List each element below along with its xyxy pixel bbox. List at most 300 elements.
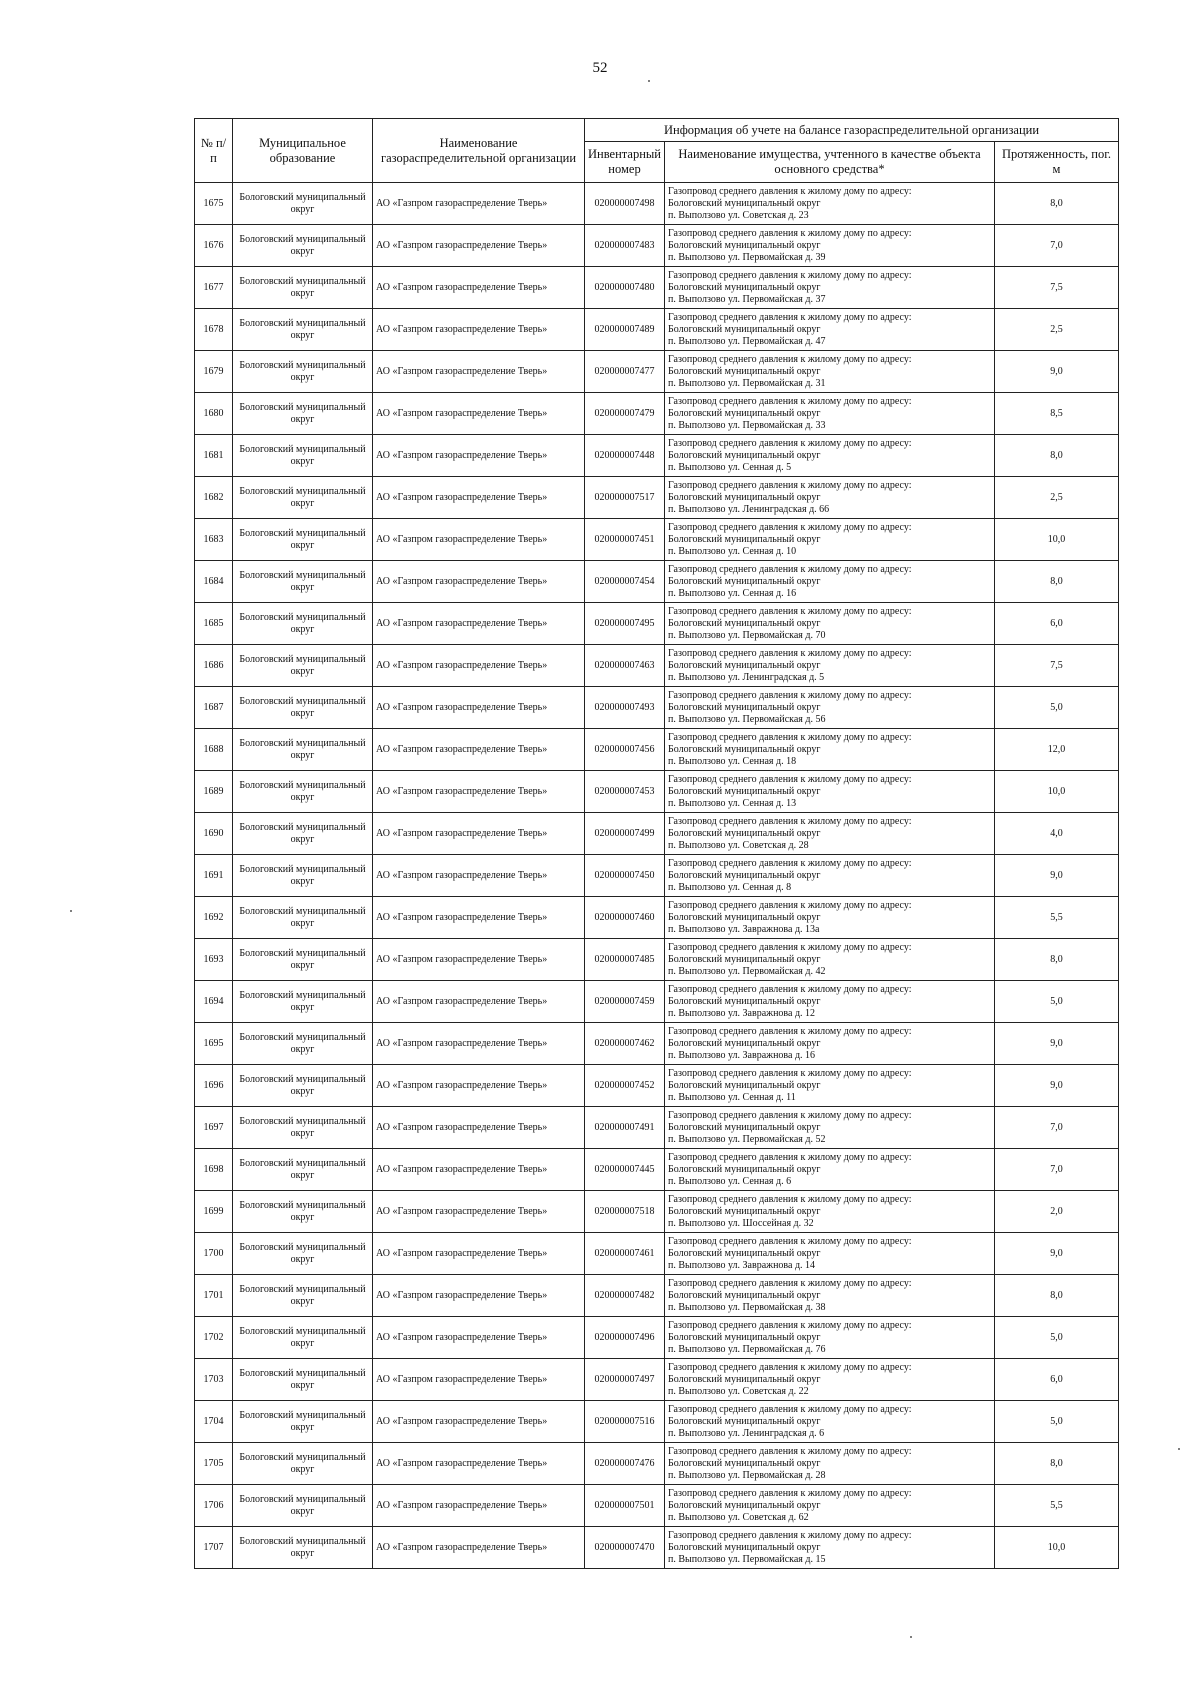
length-cell: 7,5 <box>995 645 1119 687</box>
row-number: 1698 <box>195 1149 233 1191</box>
property-line: Газопровод среднего давления к жилому дому по адресу: <box>668 185 912 197</box>
organization-cell: АО «Газпром газораспределение Тверь» <box>373 1527 585 1569</box>
property-line: Газопровод среднего давления к жилому дому по адресу: <box>668 1445 912 1457</box>
table-row <box>195 519 1119 561</box>
length-cell: 2,5 <box>995 309 1119 351</box>
length-cell: 8,0 <box>995 435 1119 477</box>
property-line: Газопровод среднего давления к жилому дому по адресу: <box>668 269 912 281</box>
inventory-number-cell: 020000007460 <box>585 897 665 939</box>
municipality-cell: Бологовский муниципальный округ <box>233 519 373 561</box>
organization-cell: АО «Газпром газораспределение Тверь» <box>373 771 585 813</box>
length-cell: 7,0 <box>995 225 1119 267</box>
municipality-cell: Бологовский муниципальный округ <box>233 1149 373 1191</box>
length-cell: 8,0 <box>995 183 1119 225</box>
property-line: Газопровод среднего давления к жилому дому по адресу: <box>668 227 912 239</box>
organization-cell: АО «Газпром газораспределение Тверь» <box>373 351 585 393</box>
table-row <box>195 855 1119 897</box>
row-number: 1700 <box>195 1233 233 1275</box>
row-number: 1707 <box>195 1527 233 1569</box>
organization-cell: АО «Газпром газораспределение Тверь» <box>373 687 585 729</box>
inventory-number-cell: 020000007491 <box>585 1107 665 1149</box>
property-municipality: Бологовский муниципальный округ <box>668 1247 821 1259</box>
property-line: Газопровод среднего давления к жилому дому по адресу: <box>668 1193 912 1205</box>
length-cell: 9,0 <box>995 1233 1119 1275</box>
property-municipality: Бологовский муниципальный округ <box>668 1415 821 1427</box>
row-number: 1681 <box>195 435 233 477</box>
property-name-cell <box>665 1527 995 1569</box>
organization-cell: АО «Газпром газораспределение Тверь» <box>373 1191 585 1233</box>
property-municipality: Бологовский муниципальный округ <box>668 1541 821 1553</box>
organization-cell: АО «Газпром газораспределение Тверь» <box>373 981 585 1023</box>
length-cell: 2,5 <box>995 477 1119 519</box>
length-cell: 5,0 <box>995 981 1119 1023</box>
property-address: п. Выползово ул. Завражнова д. 13а <box>668 923 820 935</box>
property-address: п. Выползово ул. Сенная д. 6 <box>668 1175 792 1187</box>
property-municipality: Бологовский муниципальный округ <box>668 239 821 251</box>
property-address: п. Выползово ул. Первомайская д. 47 <box>668 335 826 347</box>
property-line: Газопровод среднего давления к жилому дому по адресу: <box>668 899 912 911</box>
property-municipality: Бологовский муниципальный округ <box>668 995 821 1007</box>
property-line: Газопровод среднего давления к жилому дому по адресу: <box>668 311 912 323</box>
property-line: Газопровод среднего давления к жилому дому по адресу: <box>668 395 912 407</box>
row-number: 1684 <box>195 561 233 603</box>
organization-cell: АО «Газпром газораспределение Тверь» <box>373 1443 585 1485</box>
organization-cell: АО «Газпром газораспределение Тверь» <box>373 309 585 351</box>
length-cell: 5,0 <box>995 687 1119 729</box>
property-name-cell <box>665 897 995 939</box>
table-row <box>195 981 1119 1023</box>
table-row <box>195 897 1119 939</box>
row-number: 1690 <box>195 813 233 855</box>
property-municipality: Бологовский муниципальный округ <box>668 659 821 671</box>
row-number: 1677 <box>195 267 233 309</box>
length-cell: 10,0 <box>995 1527 1119 1569</box>
table-row <box>195 1233 1119 1275</box>
property-name-cell <box>665 939 995 981</box>
property-name-cell <box>665 771 995 813</box>
inventory-number-cell: 020000007461 <box>585 1233 665 1275</box>
property-address: п. Выползово ул. Ленинградская д. 66 <box>668 503 830 515</box>
property-name-cell <box>665 687 995 729</box>
property-name-cell <box>665 729 995 771</box>
table-row <box>195 1191 1119 1233</box>
length-cell: 5,5 <box>995 897 1119 939</box>
length-cell: 6,0 <box>995 1359 1119 1401</box>
municipality-cell: Бологовский муниципальный округ <box>233 225 373 267</box>
property-address: п. Выползово ул. Первомайская д. 42 <box>668 965 826 977</box>
municipality-cell: Бологовский муниципальный округ <box>233 1275 373 1317</box>
row-number: 1693 <box>195 939 233 981</box>
property-name-cell <box>665 1233 995 1275</box>
organization-cell: АО «Газпром газораспределение Тверь» <box>373 939 585 981</box>
property-line: Газопровод среднего давления к жилому дому по адресу: <box>668 983 912 995</box>
row-number: 1687 <box>195 687 233 729</box>
row-number: 1675 <box>195 183 233 225</box>
property-address: п. Выползово ул. Первомайская д. 28 <box>668 1469 826 1481</box>
table-row <box>195 1317 1119 1359</box>
row-number: 1692 <box>195 897 233 939</box>
inventory-number-cell: 020000007479 <box>585 393 665 435</box>
property-municipality: Бологовский муниципальный округ <box>668 323 821 335</box>
table-row <box>195 1443 1119 1485</box>
length-cell: 7,0 <box>995 1149 1119 1191</box>
length-cell: 6,0 <box>995 603 1119 645</box>
organization-cell: АО «Газпром газораспределение Тверь» <box>373 729 585 771</box>
property-address: п. Выползово ул. Шоссейная д. 32 <box>668 1217 814 1229</box>
organization-cell: АО «Газпром газораспределение Тверь» <box>373 1233 585 1275</box>
inventory-number-cell: 020000007499 <box>585 813 665 855</box>
organization-cell: АО «Газпром газораспределение Тверь» <box>373 855 585 897</box>
property-line: Газопровод среднего давления к жилому дому по адресу: <box>668 353 912 365</box>
table-row <box>195 1023 1119 1065</box>
property-address: п. Выползово ул. Первомайская д. 39 <box>668 251 826 263</box>
row-number: 1704 <box>195 1401 233 1443</box>
property-name-cell <box>665 1107 995 1149</box>
length-cell: 9,0 <box>995 1065 1119 1107</box>
row-number: 1701 <box>195 1275 233 1317</box>
municipality-cell: Бологовский муниципальный округ <box>233 351 373 393</box>
table-row <box>195 1065 1119 1107</box>
property-name-cell <box>665 267 995 309</box>
property-address: п. Выползово ул. Ленинградская д. 6 <box>668 1427 825 1439</box>
registry-table <box>194 118 1119 1569</box>
property-address: п. Выползово ул. Первомайская д. 37 <box>668 293 826 305</box>
property-municipality: Бологовский муниципальный округ <box>668 911 821 923</box>
table-body <box>195 183 1119 1569</box>
scan-speck <box>648 80 650 82</box>
property-name-cell <box>665 1275 995 1317</box>
length-cell: 8,0 <box>995 939 1119 981</box>
municipality-cell: Бологовский муниципальный округ <box>233 393 373 435</box>
property-name-cell <box>665 183 995 225</box>
municipality-cell: Бологовский муниципальный округ <box>233 603 373 645</box>
property-name-cell <box>665 519 995 561</box>
municipality-cell: Бологовский муниципальный округ <box>233 855 373 897</box>
scan-speck <box>910 1636 912 1638</box>
table-row <box>195 183 1119 225</box>
property-municipality: Бологовский муниципальный округ <box>668 1289 821 1301</box>
organization-cell: АО «Газпром газораспределение Тверь» <box>373 645 585 687</box>
property-name-cell <box>665 603 995 645</box>
municipality-cell: Бологовский муниципальный округ <box>233 939 373 981</box>
property-name-cell <box>665 855 995 897</box>
row-number: 1688 <box>195 729 233 771</box>
header-balance-info: Информация об учете на балансе газораспределительной организации <box>585 119 1119 142</box>
property-name-cell <box>665 309 995 351</box>
row-number: 1699 <box>195 1191 233 1233</box>
municipality-cell: Бологовский муниципальный округ <box>233 645 373 687</box>
table-row <box>195 435 1119 477</box>
organization-cell: АО «Газпром газораспределение Тверь» <box>373 813 585 855</box>
table-row <box>195 225 1119 267</box>
table-row <box>195 393 1119 435</box>
inventory-number-cell: 020000007476 <box>585 1443 665 1485</box>
inventory-number-cell: 020000007496 <box>585 1317 665 1359</box>
table-row <box>195 729 1119 771</box>
property-address: п. Выползово ул. Сенная д. 5 <box>668 461 792 473</box>
municipality-cell: Бологовский муниципальный округ <box>233 1191 373 1233</box>
inventory-number-cell: 020000007497 <box>585 1359 665 1401</box>
length-cell: 10,0 <box>995 771 1119 813</box>
table-row <box>195 687 1119 729</box>
property-line: Газопровод среднего давления к жилому дому по адресу: <box>668 941 912 953</box>
length-cell: 8,0 <box>995 1443 1119 1485</box>
property-municipality: Бологовский муниципальный округ <box>668 281 821 293</box>
organization-cell: АО «Газпром газораспределение Тверь» <box>373 225 585 267</box>
row-number: 1679 <box>195 351 233 393</box>
organization-cell: АО «Газпром газораспределение Тверь» <box>373 435 585 477</box>
header-length: Протяженность, пог. м <box>995 142 1119 183</box>
property-line: Газопровод среднего давления к жилому дому по адресу: <box>668 689 912 701</box>
property-address: п. Выползово ул. Первомайская д. 15 <box>668 1553 826 1565</box>
length-cell: 5,0 <box>995 1317 1119 1359</box>
municipality-cell: Бологовский муниципальный округ <box>233 1107 373 1149</box>
table-row <box>195 1527 1119 1569</box>
row-number: 1706 <box>195 1485 233 1527</box>
property-line: Газопровод среднего давления к жилому дому по адресу: <box>668 1025 912 1037</box>
municipality-cell: Бологовский муниципальный округ <box>233 687 373 729</box>
inventory-number-cell: 020000007450 <box>585 855 665 897</box>
property-municipality: Бологовский муниципальный округ <box>668 1037 821 1049</box>
organization-cell: АО «Газпром газораспределение Тверь» <box>373 603 585 645</box>
property-name-cell <box>665 561 995 603</box>
table-row <box>195 603 1119 645</box>
property-name-cell <box>665 645 995 687</box>
inventory-number-cell: 020000007470 <box>585 1527 665 1569</box>
property-municipality: Бологовский муниципальный округ <box>668 743 821 755</box>
property-line: Газопровод среднего давления к жилому дому по адресу: <box>668 1487 912 1499</box>
property-municipality: Бологовский муниципальный округ <box>668 197 821 209</box>
property-name-cell <box>665 225 995 267</box>
inventory-number-cell: 020000007483 <box>585 225 665 267</box>
municipality-cell: Бологовский муниципальный округ <box>233 477 373 519</box>
property-municipality: Бологовский муниципальный округ <box>668 575 821 587</box>
length-cell: 9,0 <box>995 855 1119 897</box>
municipality-cell: Бологовский муниципальный округ <box>233 267 373 309</box>
property-address: п. Выползово ул. Советская д. 23 <box>668 209 809 221</box>
property-municipality: Бологовский муниципальный округ <box>668 407 821 419</box>
table-row <box>195 813 1119 855</box>
inventory-number-cell: 020000007459 <box>585 981 665 1023</box>
row-number: 1689 <box>195 771 233 813</box>
municipality-cell: Бологовский муниципальный округ <box>233 561 373 603</box>
inventory-number-cell: 020000007495 <box>585 603 665 645</box>
organization-cell: АО «Газпром газораспределение Тверь» <box>373 1317 585 1359</box>
municipality-cell: Бологовский муниципальный округ <box>233 771 373 813</box>
inventory-number-cell: 020000007501 <box>585 1485 665 1527</box>
length-cell: 2,0 <box>995 1191 1119 1233</box>
municipality-cell: Бологовский муниципальный округ <box>233 309 373 351</box>
property-address: п. Выползово ул. Первомайская д. 31 <box>668 377 826 389</box>
property-municipality: Бологовский муниципальный округ <box>668 365 821 377</box>
table-row <box>195 645 1119 687</box>
property-municipality: Бологовский муниципальный округ <box>668 617 821 629</box>
length-cell: 5,5 <box>995 1485 1119 1527</box>
table-row <box>195 1275 1119 1317</box>
inventory-number-cell: 020000007480 <box>585 267 665 309</box>
length-cell: 8,5 <box>995 393 1119 435</box>
inventory-number-cell: 020000007489 <box>585 309 665 351</box>
property-address: п. Выползово ул. Завражнова д. 14 <box>668 1259 816 1271</box>
property-municipality: Бологовский муниципальный округ <box>668 1121 821 1133</box>
inventory-number-cell: 020000007452 <box>585 1065 665 1107</box>
property-municipality: Бологовский муниципальный округ <box>668 1457 821 1469</box>
municipality-cell: Бологовский муниципальный округ <box>233 183 373 225</box>
property-municipality: Бологовский муниципальный округ <box>668 785 821 797</box>
property-line: Газопровод среднего давления к жилому дому по адресу: <box>668 1277 912 1289</box>
organization-cell: АО «Газпром газораспределение Тверь» <box>373 1275 585 1317</box>
organization-cell: АО «Газпром газораспределение Тверь» <box>373 1107 585 1149</box>
row-number: 1696 <box>195 1065 233 1107</box>
organization-cell: АО «Газпром газораспределение Тверь» <box>373 267 585 309</box>
row-number: 1694 <box>195 981 233 1023</box>
property-municipality: Бологовский муниципальный округ <box>668 1205 821 1217</box>
property-line: Газопровод среднего давления к жилому дому по адресу: <box>668 1529 912 1541</box>
property-line: Газопровод среднего давления к жилому дому по адресу: <box>668 857 912 869</box>
property-address: п. Выползово ул. Ленинградская д. 5 <box>668 671 825 683</box>
inventory-number-cell: 020000007445 <box>585 1149 665 1191</box>
municipality-cell: Бологовский муниципальный округ <box>233 1527 373 1569</box>
property-address: п. Выползово ул. Первомайская д. 70 <box>668 629 826 641</box>
property-name-cell <box>665 1191 995 1233</box>
table-row <box>195 267 1119 309</box>
property-municipality: Бологовский муниципальный округ <box>668 1499 821 1511</box>
property-address: п. Выползово ул. Первомайская д. 76 <box>668 1343 826 1355</box>
length-cell: 7,0 <box>995 1107 1119 1149</box>
inventory-number-cell: 020000007448 <box>585 435 665 477</box>
length-cell: 8,0 <box>995 561 1119 603</box>
property-address: п. Выползово ул. Первомайская д. 56 <box>668 713 826 725</box>
table-row <box>195 1401 1119 1443</box>
inventory-number-cell: 020000007456 <box>585 729 665 771</box>
property-municipality: Бологовский муниципальный округ <box>668 449 821 461</box>
property-line: Газопровод среднего давления к жилому дому по адресу: <box>668 521 912 533</box>
inventory-number-cell: 020000007454 <box>585 561 665 603</box>
municipality-cell: Бологовский муниципальный округ <box>233 1233 373 1275</box>
property-address: п. Выползово ул. Первомайская д. 38 <box>668 1301 826 1313</box>
property-line: Газопровод среднего давления к жилому дому по адресу: <box>668 1319 912 1331</box>
municipality-cell: Бологовский муниципальный округ <box>233 435 373 477</box>
property-name-cell <box>665 813 995 855</box>
length-cell: 9,0 <box>995 1023 1119 1065</box>
inventory-number-cell: 020000007477 <box>585 351 665 393</box>
property-address: п. Выползово ул. Сенная д. 10 <box>668 545 797 557</box>
property-name-cell <box>665 1065 995 1107</box>
organization-cell: АО «Газпром газораспределение Тверь» <box>373 1065 585 1107</box>
municipality-cell: Бологовский муниципальный округ <box>233 1065 373 1107</box>
length-cell: 10,0 <box>995 519 1119 561</box>
inventory-number-cell: 020000007498 <box>585 183 665 225</box>
length-cell: 7,5 <box>995 267 1119 309</box>
row-number: 1695 <box>195 1023 233 1065</box>
property-municipality: Бологовский муниципальный округ <box>668 953 821 965</box>
row-number: 1682 <box>195 477 233 519</box>
property-address: п. Выползово ул. Завражнова д. 16 <box>668 1049 816 1061</box>
inventory-number-cell: 020000007493 <box>585 687 665 729</box>
table-row <box>195 1107 1119 1149</box>
property-name-cell <box>665 1443 995 1485</box>
row-number: 1702 <box>195 1317 233 1359</box>
table-row <box>195 309 1119 351</box>
inventory-number-cell: 020000007453 <box>585 771 665 813</box>
inventory-number-cell: 020000007517 <box>585 477 665 519</box>
inventory-number-cell: 020000007462 <box>585 1023 665 1065</box>
property-name-cell <box>665 393 995 435</box>
inventory-number-cell: 020000007518 <box>585 1191 665 1233</box>
property-address: п. Выползово ул. Завражнова д. 12 <box>668 1007 816 1019</box>
property-address: п. Выползово ул. Советская д. 22 <box>668 1385 809 1397</box>
inventory-number-cell: 020000007451 <box>585 519 665 561</box>
property-line: Газопровод среднего давления к жилому дому по адресу: <box>668 815 912 827</box>
header-row <box>195 119 1119 142</box>
property-municipality: Бологовский муниципальный округ <box>668 701 821 713</box>
row-number: 1686 <box>195 645 233 687</box>
property-line: Газопровод среднего давления к жилому дому по адресу: <box>668 1361 912 1373</box>
organization-cell: АО «Газпром газораспределение Тверь» <box>373 1359 585 1401</box>
property-address: п. Выползово ул. Первомайская д. 33 <box>668 419 826 431</box>
row-number: 1691 <box>195 855 233 897</box>
organization-cell: АО «Газпром газораспределение Тверь» <box>373 1023 585 1065</box>
organization-cell: АО «Газпром газораспределение Тверь» <box>373 1485 585 1527</box>
municipality-cell: Бологовский муниципальный округ <box>233 897 373 939</box>
property-name-cell <box>665 351 995 393</box>
table-row <box>195 477 1119 519</box>
page-number: 52 <box>592 60 608 76</box>
inventory-number-cell: 020000007485 <box>585 939 665 981</box>
property-line: Газопровод среднего давления к жилому дому по адресу: <box>668 1235 912 1247</box>
property-name-cell <box>665 1359 995 1401</box>
property-line: Газопровод среднего давления к жилому дому по адресу: <box>668 605 912 617</box>
row-number: 1705 <box>195 1443 233 1485</box>
table-row <box>195 1149 1119 1191</box>
table-row <box>195 939 1119 981</box>
property-name-cell <box>665 435 995 477</box>
row-number: 1676 <box>195 225 233 267</box>
property-name-cell <box>665 477 995 519</box>
length-cell: 9,0 <box>995 351 1119 393</box>
property-address: п. Выползово ул. Сенная д. 16 <box>668 587 797 599</box>
municipality-cell: Бологовский муниципальный округ <box>233 729 373 771</box>
property-name-cell <box>665 981 995 1023</box>
row-number: 1685 <box>195 603 233 645</box>
property-name-cell <box>665 1485 995 1527</box>
property-line: Газопровод среднего давления к жилому дому по адресу: <box>668 1403 912 1415</box>
organization-cell: АО «Газпром газораспределение Тверь» <box>373 561 585 603</box>
property-line: Газопровод среднего давления к жилому дому по адресу: <box>668 647 912 659</box>
property-municipality: Бологовский муниципальный округ <box>668 1373 821 1385</box>
property-line: Газопровод среднего давления к жилому дому по адресу: <box>668 563 912 575</box>
row-number: 1683 <box>195 519 233 561</box>
municipality-cell: Бологовский муниципальный округ <box>233 981 373 1023</box>
property-address: п. Выползово ул. Первомайская д. 52 <box>668 1133 826 1145</box>
municipality-cell: Бологовский муниципальный округ <box>233 1359 373 1401</box>
municipality-cell: Бологовский муниципальный округ <box>233 1443 373 1485</box>
organization-cell: АО «Газпром газораспределение Тверь» <box>373 1401 585 1443</box>
property-line: Газопровод среднего давления к жилому дому по адресу: <box>668 479 912 491</box>
inventory-number-cell: 020000007482 <box>585 1275 665 1317</box>
municipality-cell: Бологовский муниципальный округ <box>233 1485 373 1527</box>
municipality-cell: Бологовский муниципальный округ <box>233 813 373 855</box>
property-address: п. Выползово ул. Сенная д. 8 <box>668 881 792 893</box>
property-municipality: Бологовский муниципальный округ <box>668 869 821 881</box>
header-organization: Наименование газораспределительной организации <box>373 119 585 183</box>
municipality-cell: Бологовский муниципальный округ <box>233 1317 373 1359</box>
property-line: Газопровод среднего давления к жилому дому по адресу: <box>668 1067 912 1079</box>
property-address: п. Выползово ул. Советская д. 28 <box>668 839 809 851</box>
length-cell: 5,0 <box>995 1401 1119 1443</box>
organization-cell: АО «Газпром газораспределение Тверь» <box>373 183 585 225</box>
table-row <box>195 1359 1119 1401</box>
